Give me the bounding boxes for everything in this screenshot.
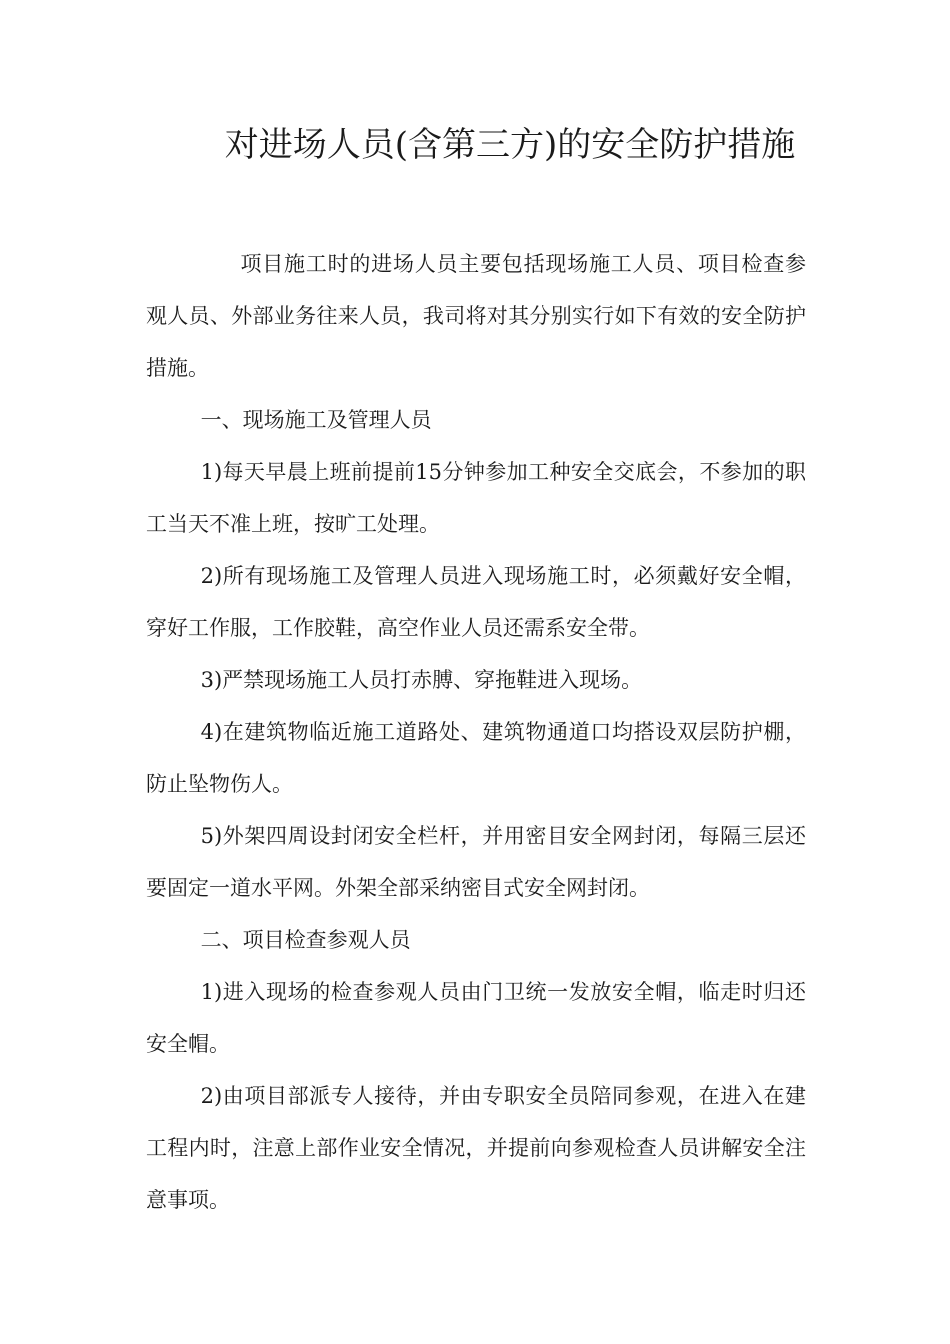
section-heading-2: 二、项目检查参观人员 bbox=[200, 928, 411, 952]
paragraph-item: 5)外架四周设封闭安全栏杆，并用密目安全网封闭，每隔三层还要固定一道水平网。外架全部采纳密目式安全网封闭。 bbox=[146, 824, 806, 900]
document-title: 对进场人员(含第三方)的安全防护措施 bbox=[224, 125, 796, 165]
document-body bbox=[146, 238, 806, 1226]
paragraph-item: 1)每天早晨上班前提前15分钟参加工种安全交底会，不参加的职工当天不准上班，按旷工处理。 bbox=[146, 460, 806, 536]
paragraph-item: 1)进入现场的检查参观人员由门卫统一发放安全帽，临走时归还安全帽。 bbox=[146, 980, 806, 1056]
paragraph-item: 2)由项目部派专人接待，并由专职安全员陪同参观，在进入在建工程内时，注意上部作业安全情况，并提前向参观检查人员讲解安全注意事项。 bbox=[146, 1084, 806, 1212]
paragraph-item: 3)严禁现场施工人员打赤膊、穿拖鞋进入现场。 bbox=[200, 668, 643, 692]
paragraph-item: 4)在建筑物临近施工道路处、建筑物通道口均搭设双层防护棚，防止坠物伤人。 bbox=[146, 720, 806, 796]
paragraph-item: 2)所有现场施工及管理人员进入现场施工时，必须戴好安全帽，穿好工作服，工作胶鞋，高空作业人员还需系安全带。 bbox=[146, 564, 806, 640]
section-heading-1: 一、现场施工及管理人员 bbox=[200, 408, 432, 432]
paragraph-intro: 项目施工时的进场人员主要包括现场施工人员、项目检查参观人员、外部业务往来人员，我司将对其分别实行如下有效的安全防护措施。 bbox=[146, 252, 806, 380]
